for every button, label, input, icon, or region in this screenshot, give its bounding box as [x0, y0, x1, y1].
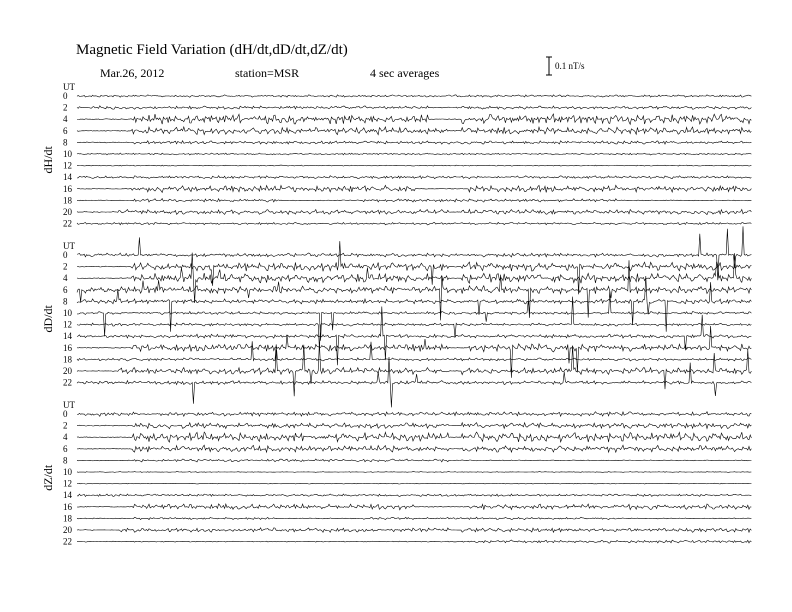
panel-ylabel: dD/dt	[41, 305, 55, 333]
row-tick-label: 22	[63, 536, 72, 547]
trace-ut-10	[77, 472, 751, 473]
row-tick-label: 16	[63, 342, 72, 353]
trace-ut-0	[77, 226, 751, 280]
row-tick-label: 22	[63, 377, 72, 388]
row-tick-label: 12	[63, 478, 72, 489]
row-tick-label: 8	[63, 455, 68, 466]
trace-ut-18	[77, 199, 751, 203]
scale-bar	[546, 57, 585, 75]
trace-ut-22	[77, 222, 751, 225]
row-tick-label: 14	[63, 172, 72, 183]
trace-ut-2	[77, 106, 751, 110]
trace-ut-10	[77, 153, 751, 155]
date-label: Mar.26, 2012	[100, 66, 165, 80]
panel-dH-dt	[41, 82, 751, 229]
trace-ut-6	[77, 260, 751, 320]
row-tick-label: 12	[63, 319, 72, 330]
panels	[41, 82, 751, 547]
trace-ut-16	[77, 504, 751, 510]
row-tick-label: 6	[63, 284, 68, 295]
averaging-label: 4 sec averages	[370, 66, 440, 80]
row-tick-label: 20	[63, 207, 72, 217]
row-tick-label: 4	[63, 432, 68, 443]
row-tick-label: 8	[63, 296, 68, 307]
row-tick-label: 18	[63, 513, 72, 524]
row-tick-label: 2	[63, 102, 68, 113]
row-tick-label: 2	[63, 420, 68, 431]
row-tick-label: 0	[63, 409, 68, 419]
row-tick-label: 16	[63, 183, 72, 194]
row-tick-label: 8	[63, 137, 68, 148]
panel-ylabel: dH/dt	[41, 146, 55, 174]
trace-ut-22	[77, 540, 751, 543]
panel-dZ-dt	[41, 400, 751, 547]
row-tick-label: 0	[63, 91, 68, 101]
ut-label: UT	[63, 241, 75, 251]
row-tick-label: 2	[63, 261, 68, 272]
panel-ylabel: dZ/dt	[41, 464, 55, 491]
row-tick-label: 10	[63, 149, 72, 159]
trace-ut-22	[77, 357, 751, 407]
row-tick-label: 4	[63, 114, 68, 125]
row-tick-label: 18	[63, 195, 72, 206]
row-tick-label: 20	[63, 525, 72, 535]
row-tick-label: 12	[63, 160, 72, 171]
trace-ut-6	[77, 127, 751, 135]
row-tick-label: 10	[63, 467, 72, 477]
row-tick-label: 14	[63, 490, 72, 501]
trace-ut-0	[77, 95, 751, 97]
trace-ut-8	[77, 459, 751, 462]
trace-ut-0	[77, 412, 751, 417]
row-tick-label: 14	[63, 331, 72, 342]
trace-ut-4	[77, 253, 751, 303]
trace-ut-8	[77, 141, 751, 144]
trace-ut-8	[77, 276, 751, 332]
trace-ut-14	[77, 494, 751, 497]
row-tick-label: 4	[63, 273, 68, 284]
panel-dD-dt	[41, 226, 751, 407]
trace-ut-12	[77, 297, 751, 349]
row-tick-label: 16	[63, 501, 72, 512]
ut-label: UT	[63, 400, 75, 410]
trace-ut-4	[77, 114, 751, 124]
figure-title: Magnetic Field Variation (dH/dt,dD/dt,dZ/dt)	[76, 42, 348, 58]
trace-ut-2	[77, 423, 751, 429]
row-tick-label: 6	[63, 443, 68, 454]
trace-ut-16	[77, 326, 751, 378]
trace-ut-20	[77, 209, 751, 214]
ut-label: UT	[63, 82, 75, 92]
trace-ut-14	[77, 307, 751, 366]
trace-ut-20	[77, 528, 751, 533]
trace-ut-12	[77, 165, 751, 166]
row-tick-label: 10	[63, 308, 72, 318]
trace-ut-14	[77, 176, 751, 179]
row-tick-label: 22	[63, 218, 72, 229]
trace-ut-6	[77, 445, 751, 452]
station-label: station=MSR	[235, 66, 300, 80]
row-tick-label: 6	[63, 125, 68, 136]
row-tick-label: 20	[63, 366, 72, 376]
trace-ut-2	[77, 241, 751, 294]
trace-ut-12	[77, 483, 751, 484]
trace-ut-10	[77, 291, 751, 341]
trace-ut-16	[77, 185, 751, 192]
row-tick-label: 18	[63, 354, 72, 365]
row-tick-label: 0	[63, 250, 68, 260]
trace-ut-18	[77, 517, 751, 520]
trace-ut-4	[77, 432, 751, 442]
scale-bar-label: 0.1 nT/s	[555, 61, 585, 71]
